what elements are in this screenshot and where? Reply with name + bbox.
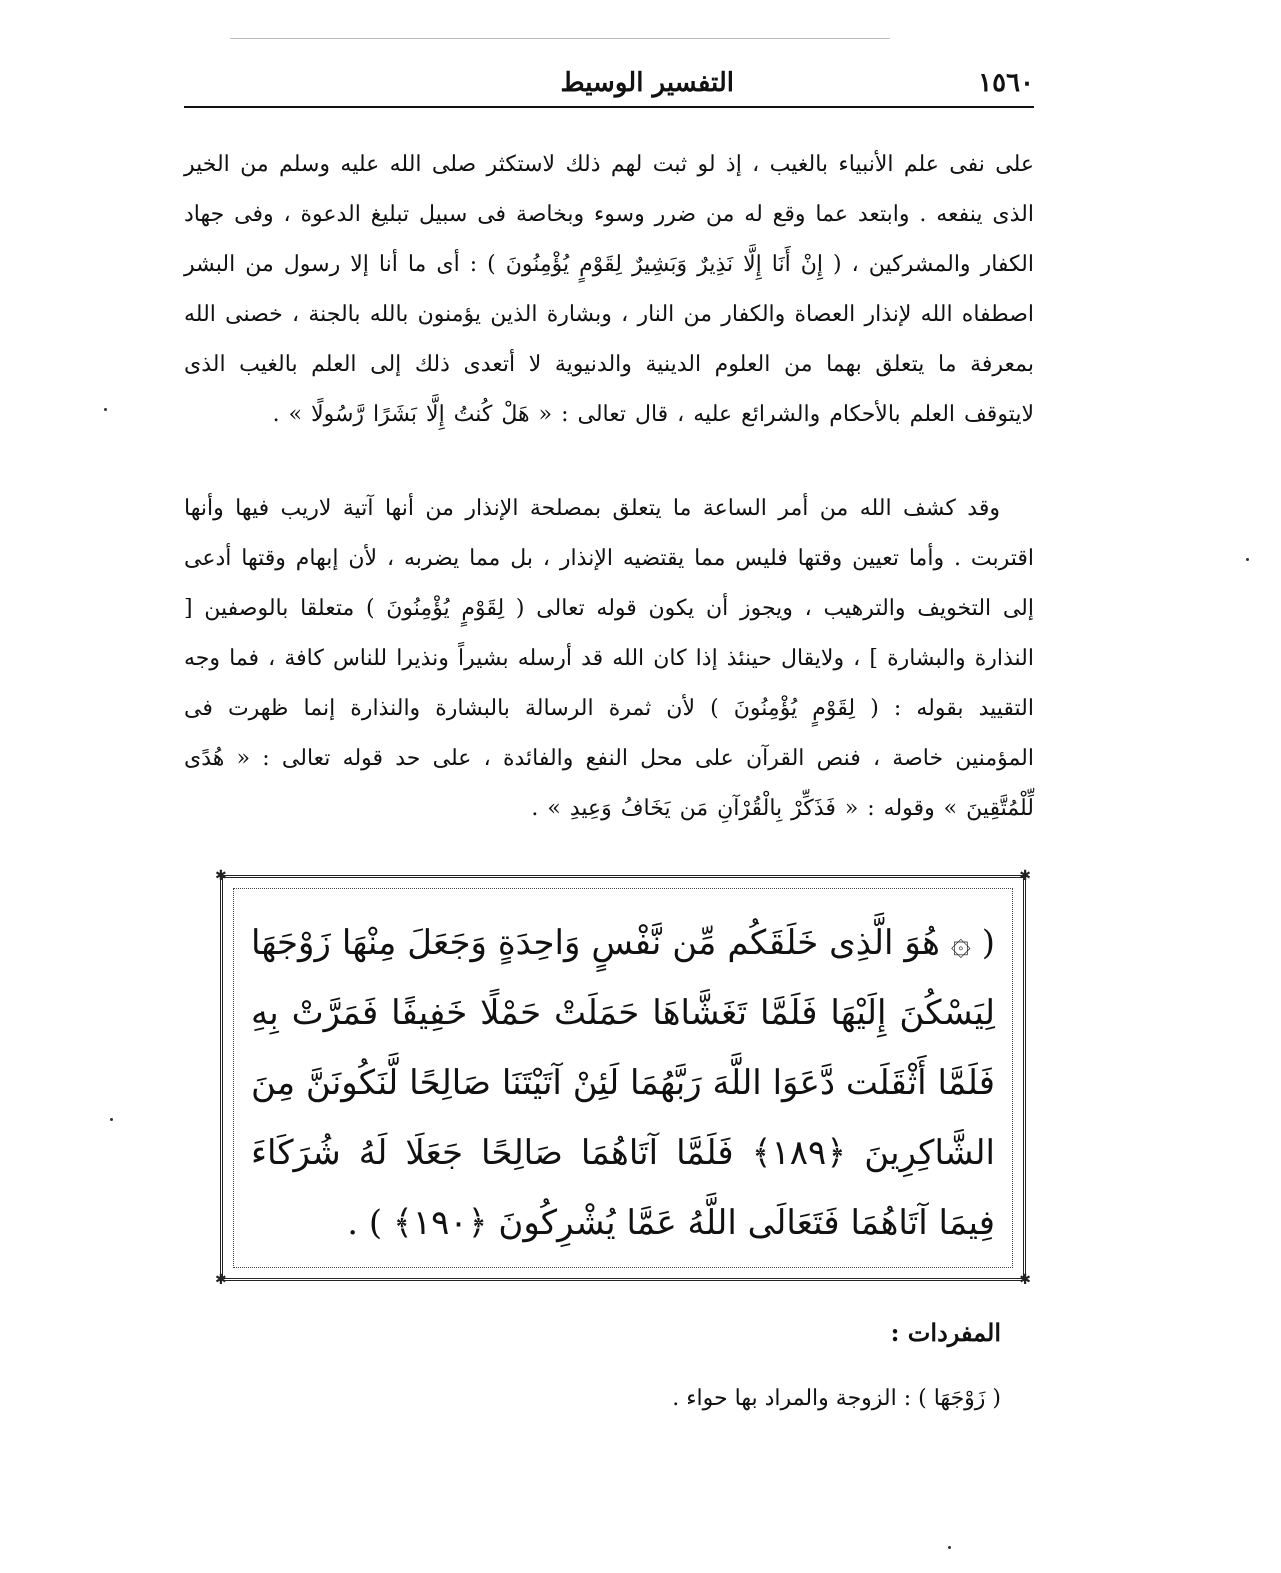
verse-frame bbox=[215, 868, 1031, 1288]
scan-speck bbox=[948, 1546, 951, 1549]
glossary-entry: ( زَوْجَهَا ) : الزوجة والمراد بها حواء . bbox=[672, 1386, 1001, 1411]
star-icon: ✱ bbox=[215, 868, 227, 884]
scan-speck bbox=[1246, 558, 1249, 561]
star-icon: ✱ bbox=[1019, 868, 1031, 884]
scan-speck bbox=[104, 408, 107, 411]
scan-artifact-line bbox=[230, 38, 890, 39]
paragraph-text: على نفى علم الأنبياء بالغيب ، إذ لو ثبت لهم ذلك لاستكثر صلى الله عليه وسلم من الخير الذى ينفعه . وابتعد عما وقع له من ضرر وسوء وبخاصة فى سبيل تبليغ الدعوة ، وفى جهاد الكفار والمشركين ، ( إِنْ أَنَا إِلَّا نَذِيرٌ وَبَشِيرٌ لِقَوْمٍ يُؤْمِنُونَ ) : أى ما أنا إلا رسول من البشر اصطفاه الله لإنذار العصاة والكفار من النار ، وبشارة الذين يؤمنون بالله بالجنة ، خصنى الله بمعرفة ما يتعلق بهما من العلوم الدينية والدنيوية لا أتعدى ذلك إلى العلم بالغيب الذى لايتوقف العلم بالأحكام والشرائع عليه ، قال تعالى : « هَلْ كُنتُ إِلَّا بَشَرًا رَّسُولًا » . bbox=[184, 152, 1034, 427]
scan-speck bbox=[110, 1118, 113, 1121]
page-number: ١٥٦٠ bbox=[978, 68, 1034, 98]
star-icon: ✱ bbox=[215, 1272, 227, 1288]
header-rule bbox=[184, 106, 1034, 108]
page-header bbox=[184, 62, 1034, 106]
quran-verse: ( ۞ هُوَ الَّذِى خَلَقَكُم مِّن نَّفْسٍ وَاحِدَةٍ وَجَعَلَ مِنْهَا زَوْجَهَا لِيَسْكُنَ إِلَيْهَا فَلَمَّا تَغَشَّاهَا حَمَلَتْ حَمْلًا خَفِيفًا فَمَرَّتْ بِهِ فَلَمَّا أَثْقَلَت دَّعَوَا اللَّهَ رَبَّهُمَا لَئِنْ آتَيْتَنَا صَالِحًا لَّنَكُونَنَّ مِنَ الشَّاكِرِينَ ﴿١٨٩﴾ فَلَمَّا آتَاهُمَا صَالِحًا جَعَلَا لَهُ شُرَكَاءَ فِيمَا آتَاهُمَا فَتَعَالَى اللَّهُ عَمَّا يُشْرِكُونَ ﴿١٩٠﴾ ) . bbox=[251, 923, 995, 1243]
star-icon: ✱ bbox=[1019, 1272, 1031, 1288]
running-title: التفسير الوسيط bbox=[560, 68, 734, 98]
glossary-title: المفردات : bbox=[890, 1318, 1001, 1347]
paragraph-text: وقد كشف الله من أمر الساعة ما يتعلق بمصلحة الإنذار من أنها آتية لاريب فيها وأنها اقتربت . وأما تعيين وقتها فليس مما يقتضيه الإنذار ، بل مما يضربه ، لأن إبهام وقتها أدعى إلى التخويف والترهيب ، ويجوز أن يكون قوله تعالى ( لِقَوْمٍ يُؤْمِنُونَ ) متعلقا بالوصفين [ النذارة والبشارة ] ، ولايقال حينئذ إذا كان الله قد أرسله بشيراً ونذيرا للناس كافة ، فما وجه التقييد بقوله : ( لِقَوْمٍ يُؤْمِنُونَ ) لأن ثمرة الرسالة بالبشارة والنذارة إنما ظهرت فى المؤمنين خاصة ، فنص القرآن على محل النفع والفائدة ، على حد قوله تعالى : « هُدًى لِّلْمُتَّقِينَ » وقوله : « فَذَكِّرْ بِالْقُرْآنِ مَن يَخَافُ وَعِيدِ » . bbox=[184, 496, 1034, 821]
commentary-paragraph-2 bbox=[184, 484, 1034, 839]
commentary-paragraph-1 bbox=[184, 140, 1034, 460]
